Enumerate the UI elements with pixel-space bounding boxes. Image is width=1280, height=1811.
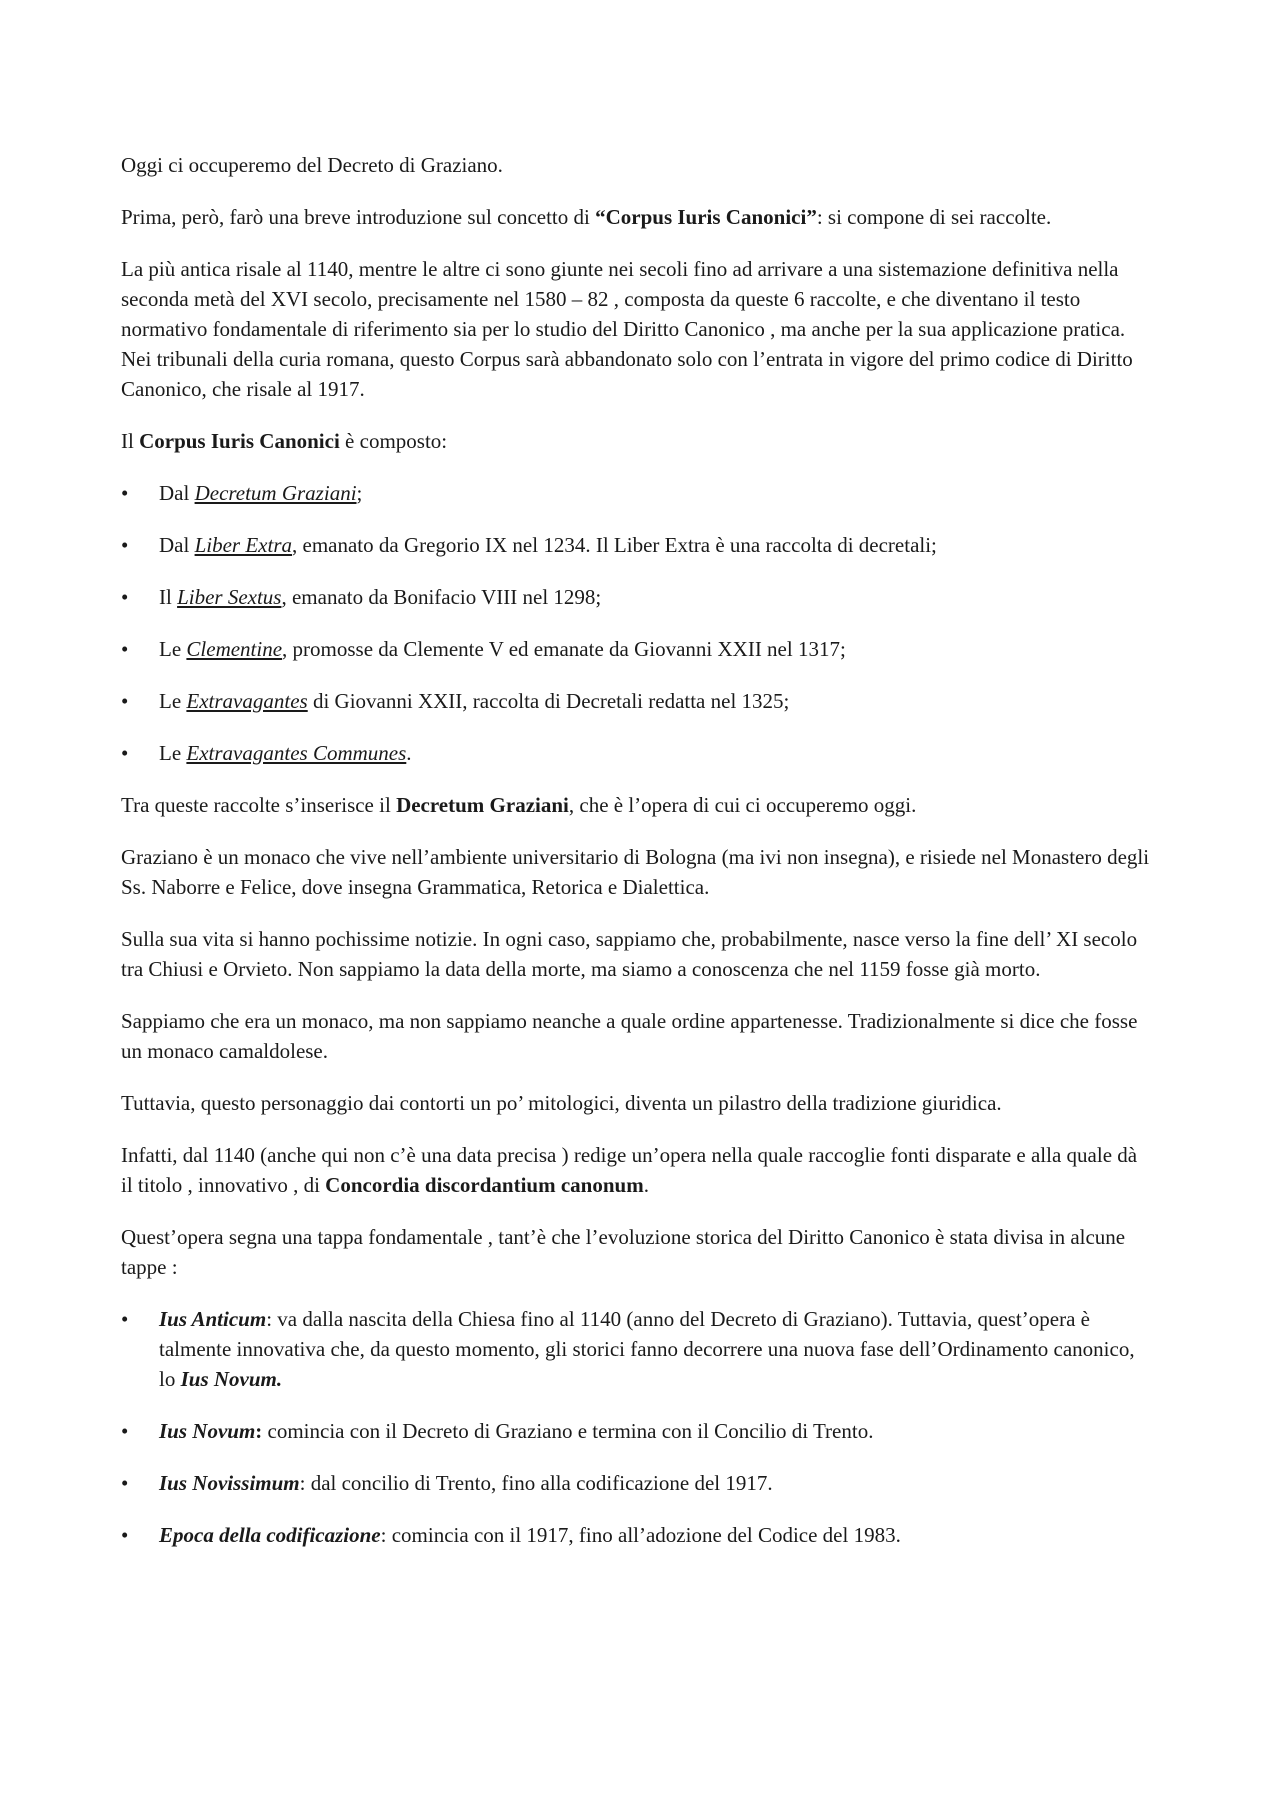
list-item: • Dal Decretum Graziani; [121,478,1150,508]
collection-title: Decretum Graziani [194,481,357,505]
paragraph-decretum: Tra queste raccolte s’inserisce il Decretum Graziani, che è l’opera di cui ci occuperemo oggi. [121,793,917,817]
bullet-icon: • [121,637,129,661]
bullet-icon: • [121,689,129,713]
bullet-icon: • [121,1471,129,1495]
paragraph-vita: Sulla sua vita si hanno pochissime notizie. In ogni caso, sappiamo che, probabilmente, nasce verso la fine dell’ XI secolo tra Chiusi e Orvieto. Non sappiamo la data della morte, ma siamo a conoscenza che nel 1159 fosse già morto. [121,927,1138,981]
bullet-icon: • [121,1523,129,1547]
list-item: • Ius Novum: comincia con il Decreto di Graziano e termina con il Concilio di Trento. [121,1416,1150,1446]
paragraph-history: La più antica risale al 1140, mentre le altre ci sono giunte nei secoli fino ad arrivare a una sistemazione definitiva nella seconda metà del XVI secolo, precisamente nel 1580 – 82 , composta da queste 6 raccolte, e che diventano il testo normativo fondamentale di riferimento sia per lo studio del Diritto Canonico , ma anche per la sua applicazione pratica. Nei tribunali della curia romana, questo Corpus sarà abbandonato solo con l’entrata in vigore del primo codice di Diritto Canonico, che risale al 1917. [121,257,1133,401]
list-item: • Le Clementine, promosse da Clemente V ed emanate da Giovanni XXII nel 1317; [121,634,1150,664]
bold-term: “Corpus Iuris Canonici” [595,205,817,229]
bullet-icon: • [121,533,129,557]
epoch-term: Ius Anticum [159,1307,267,1331]
list-item: • Dal Liber Extra, emanato da Gregorio IX nel 1234. Il Liber Extra è una raccolta di decretali; [121,530,1150,560]
epoch-term: Ius Novum [159,1419,256,1443]
epoch-term: Ius Novum. [180,1367,283,1391]
epoch-term: Ius Novissimum [159,1471,300,1495]
bold-term: Decretum Graziani [396,793,569,817]
collection-title: Clementine [186,637,283,661]
bullet-icon: • [121,481,129,505]
collections-list [121,478,1150,768]
list-item: • Ius Novissimum: dal concilio di Trento, fino alla codificazione del 1917. [121,1468,1150,1498]
bold-term: Corpus Iuris Canonici [139,429,340,453]
bullet-icon: • [121,1419,129,1443]
collection-title: Liber Sextus [177,585,282,609]
bullet-icon: • [121,585,129,609]
collection-title: Extravagantes [186,689,308,713]
bullet-icon: • [121,1307,129,1331]
list-item: • Epoca della codificazione: comincia con il 1917, fino all’adozione del Codice del 1983. [121,1520,1150,1550]
paragraph-pilastro: Tuttavia, questo personaggio dai contorti un po’ mitologici, diventa un pilastro della tradizione giuridica. [121,1091,1002,1115]
list-item: • Ius Anticum: va dalla nascita della Chiesa fino al 1140 (anno del Decreto di Graziano). Tuttavia, quest’opera è talmente innovativa che, da questo momento, gli storici fanno decorrere una nuova fase dell’Ordinamento canonico, lo Ius Novum. [121,1304,1150,1394]
list-item: • Le Extravagantes Communes. [121,738,1150,768]
collection-title: Liber Extra [194,533,292,557]
paragraph-ordine: Sappiamo che era un monaco, ma non sappiamo neanche a quale ordine appartenesse. Tradizionalmente si dice che fosse un monaco camaldolese. [121,1009,1138,1063]
collection-title: Extravagantes Communes [186,741,407,765]
epoch-term: Epoca della codificazione [159,1523,381,1547]
paragraph-corpus-intro: Prima, però, farò una breve introduzione sul concetto di “Corpus Iuris Canonici”: si compone di sei raccolte. [121,205,1052,229]
bold-colon: : [255,1419,263,1443]
bold-term: Concordia discordantium canonum [325,1173,644,1197]
paragraph-concordia: Infatti, dal 1140 (anche qui non c’è una data precisa ) redige un’opera nella quale raccoglie fonti disparate e alla quale dà il titolo , innovativo , di Concordia discordantium canonum. [121,1143,1138,1197]
paragraph-graziano: Graziano è un monaco che vive nell’ambiente universitario di Bologna (ma ivi non insegna), e risiede nel Monastero degli Ss. Naborre e Felice, dove insegna Grammatica, Retorica e Dialettica. [121,845,1150,899]
list-item: • Le Extravagantes di Giovanni XXII, raccolta di Decretali redatta nel 1325; [121,686,1150,716]
paragraph-tappe: Quest’opera segna una tappa fondamentale , tant’è che l’evoluzione storica del Diritto Canonico è stata divisa in alcune tappe : [121,1225,1126,1279]
paragraph-composition: Il Corpus Iuris Canonici è composto: [121,429,448,453]
list-item: • Il Liber Sextus, emanato da Bonifacio VIII nel 1298; [121,582,1150,612]
epochs-list [121,1304,1150,1550]
bullet-icon: • [121,741,129,765]
paragraph-intro: Oggi ci occuperemo del Decreto di Graziano. [121,153,503,177]
